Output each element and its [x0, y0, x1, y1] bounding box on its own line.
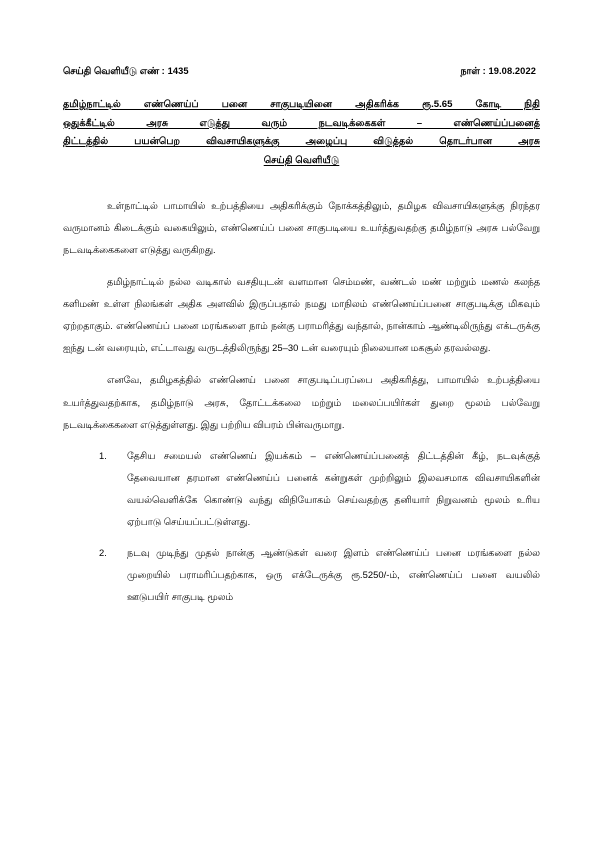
page-title [63, 96, 540, 171]
title-line-1: தமிழ்நாட்டில் எண்ணெய்ப் பனை சாகுபடியினை அதிகரிக்க ரூ.5.65 கோடி நிதி [63, 99, 540, 110]
body-paragraph-1: உள்நாட்டில் பாமாயில் உற்பத்தியை அதிகரிக்கும் நோக்கத்திலும், தமிழக விவசாயிகளுக்கு நிரந்தர வருமானம் கிடைக்கும் வகையிலும், எண்ணெய்ப் பனை சாகுபடியை உயர்த்துவதற்கு தமிழ்நாடு அரசு பல்வேறு நடவடிக்கைகளை எடுத்து வருகிறது. [63, 199, 540, 255]
body-paragraph-3: எனவே, தமிழகத்தில் எண்ணெய் பனை சாகுபடிப்பரப்பை அதிகரித்து, பாமாயில் உற்பத்தியை உயர்த்துவதற்காக, தமிழ்நாடு அரசு, தோட்டக்கலை மற்றும் மலைப்பயிர்கள் துறை மூலம் பல்வேறு நடவடிக்கைகளை எடுத்துள்ளது. இது பற்றிய விபரம் பின்வருமாறு. [63, 374, 540, 430]
list-item-text: நடவு முடிந்து முதல் நான்கு ஆண்டுகள் வரை இளம் எண்ணெய்ப் பனை மரங்களை நல்ல முறையில் பராமரிப்பதற்காக, ஒரு எக்டேருக்கு ரூ.5250/-ம், எண்ணெய்ப் பனை வயலில் ஊடுபயிர் சாகுபடி மூலம் [127, 547, 540, 603]
title-line-4: செய்தி வெளியீடு [263, 155, 340, 167]
list-item [63, 542, 540, 608]
body-paragraph-2: தமிழ்நாட்டில் நல்ல வடிகால் வசதியுடன் வளமான செம்மண், வண்டல் மண் மற்றும் மணல் கலந்த களிமண் உள்ள நிலங்கள் அதிக அளவில் இருப்பதால் நமது மாநிலம் எண்ணெய்ப்பனை சாகுபடிக்கு மிகவும் ஏற்றதாகும். எண்ணெய்ப் பனை மரங்களை நாம் நன்கு பராமரித்து வந்தால், நான்காம் ஆண்டிலிருந்து எக்டருக்கு ஐந்து டன் வரையும், எட்டாவது வருடத்திலிருந்து 25–30 டன் வரையும் நிலையான மகசூல் தரவல்லது. [63, 276, 540, 354]
list-item-number: 1. [99, 449, 107, 461]
title-line-3: திட்டத்தில் பயன்பெற விவசாயிகளுக்கு அழைப்பு விடுத்தல் தொடர்பான அரசு [63, 136, 540, 148]
document-header [63, 66, 540, 78]
measures-list [63, 445, 540, 609]
title-line-2: ஒதுக்கீட்டில் அரசு எடுத்து வரும் நடவடிக்கைகள் – எண்ணெய்ப்பனைத் [63, 117, 540, 129]
list-item-number: 2. [99, 547, 107, 559]
release-date: நாள் : 19.08.2022 [460, 66, 536, 76]
list-item [63, 445, 540, 533]
list-item-text: தேசிய சமையல் எண்ணெய் இயக்கம் – எண்ணெய்ப்பனைத் திட்டத்தின் கீழ், நடவுக்குத் தேவையான தரமான எண்ணெய்ப் பனைக் கன்றுகள் முற்றிலும் இலவசமாக விவசாயிகளின் வயல்வெளிக்கே கொண்டு வந்து விநியோகம் செய்வதற்கு தனியார் நிறுவனம் மூலம் உரிய ஏற்பாடு செய்யப்பட்டுள்ளது. [127, 449, 540, 528]
release-number: செய்தி வெளியீடு எண் : 1435 [63, 66, 189, 76]
